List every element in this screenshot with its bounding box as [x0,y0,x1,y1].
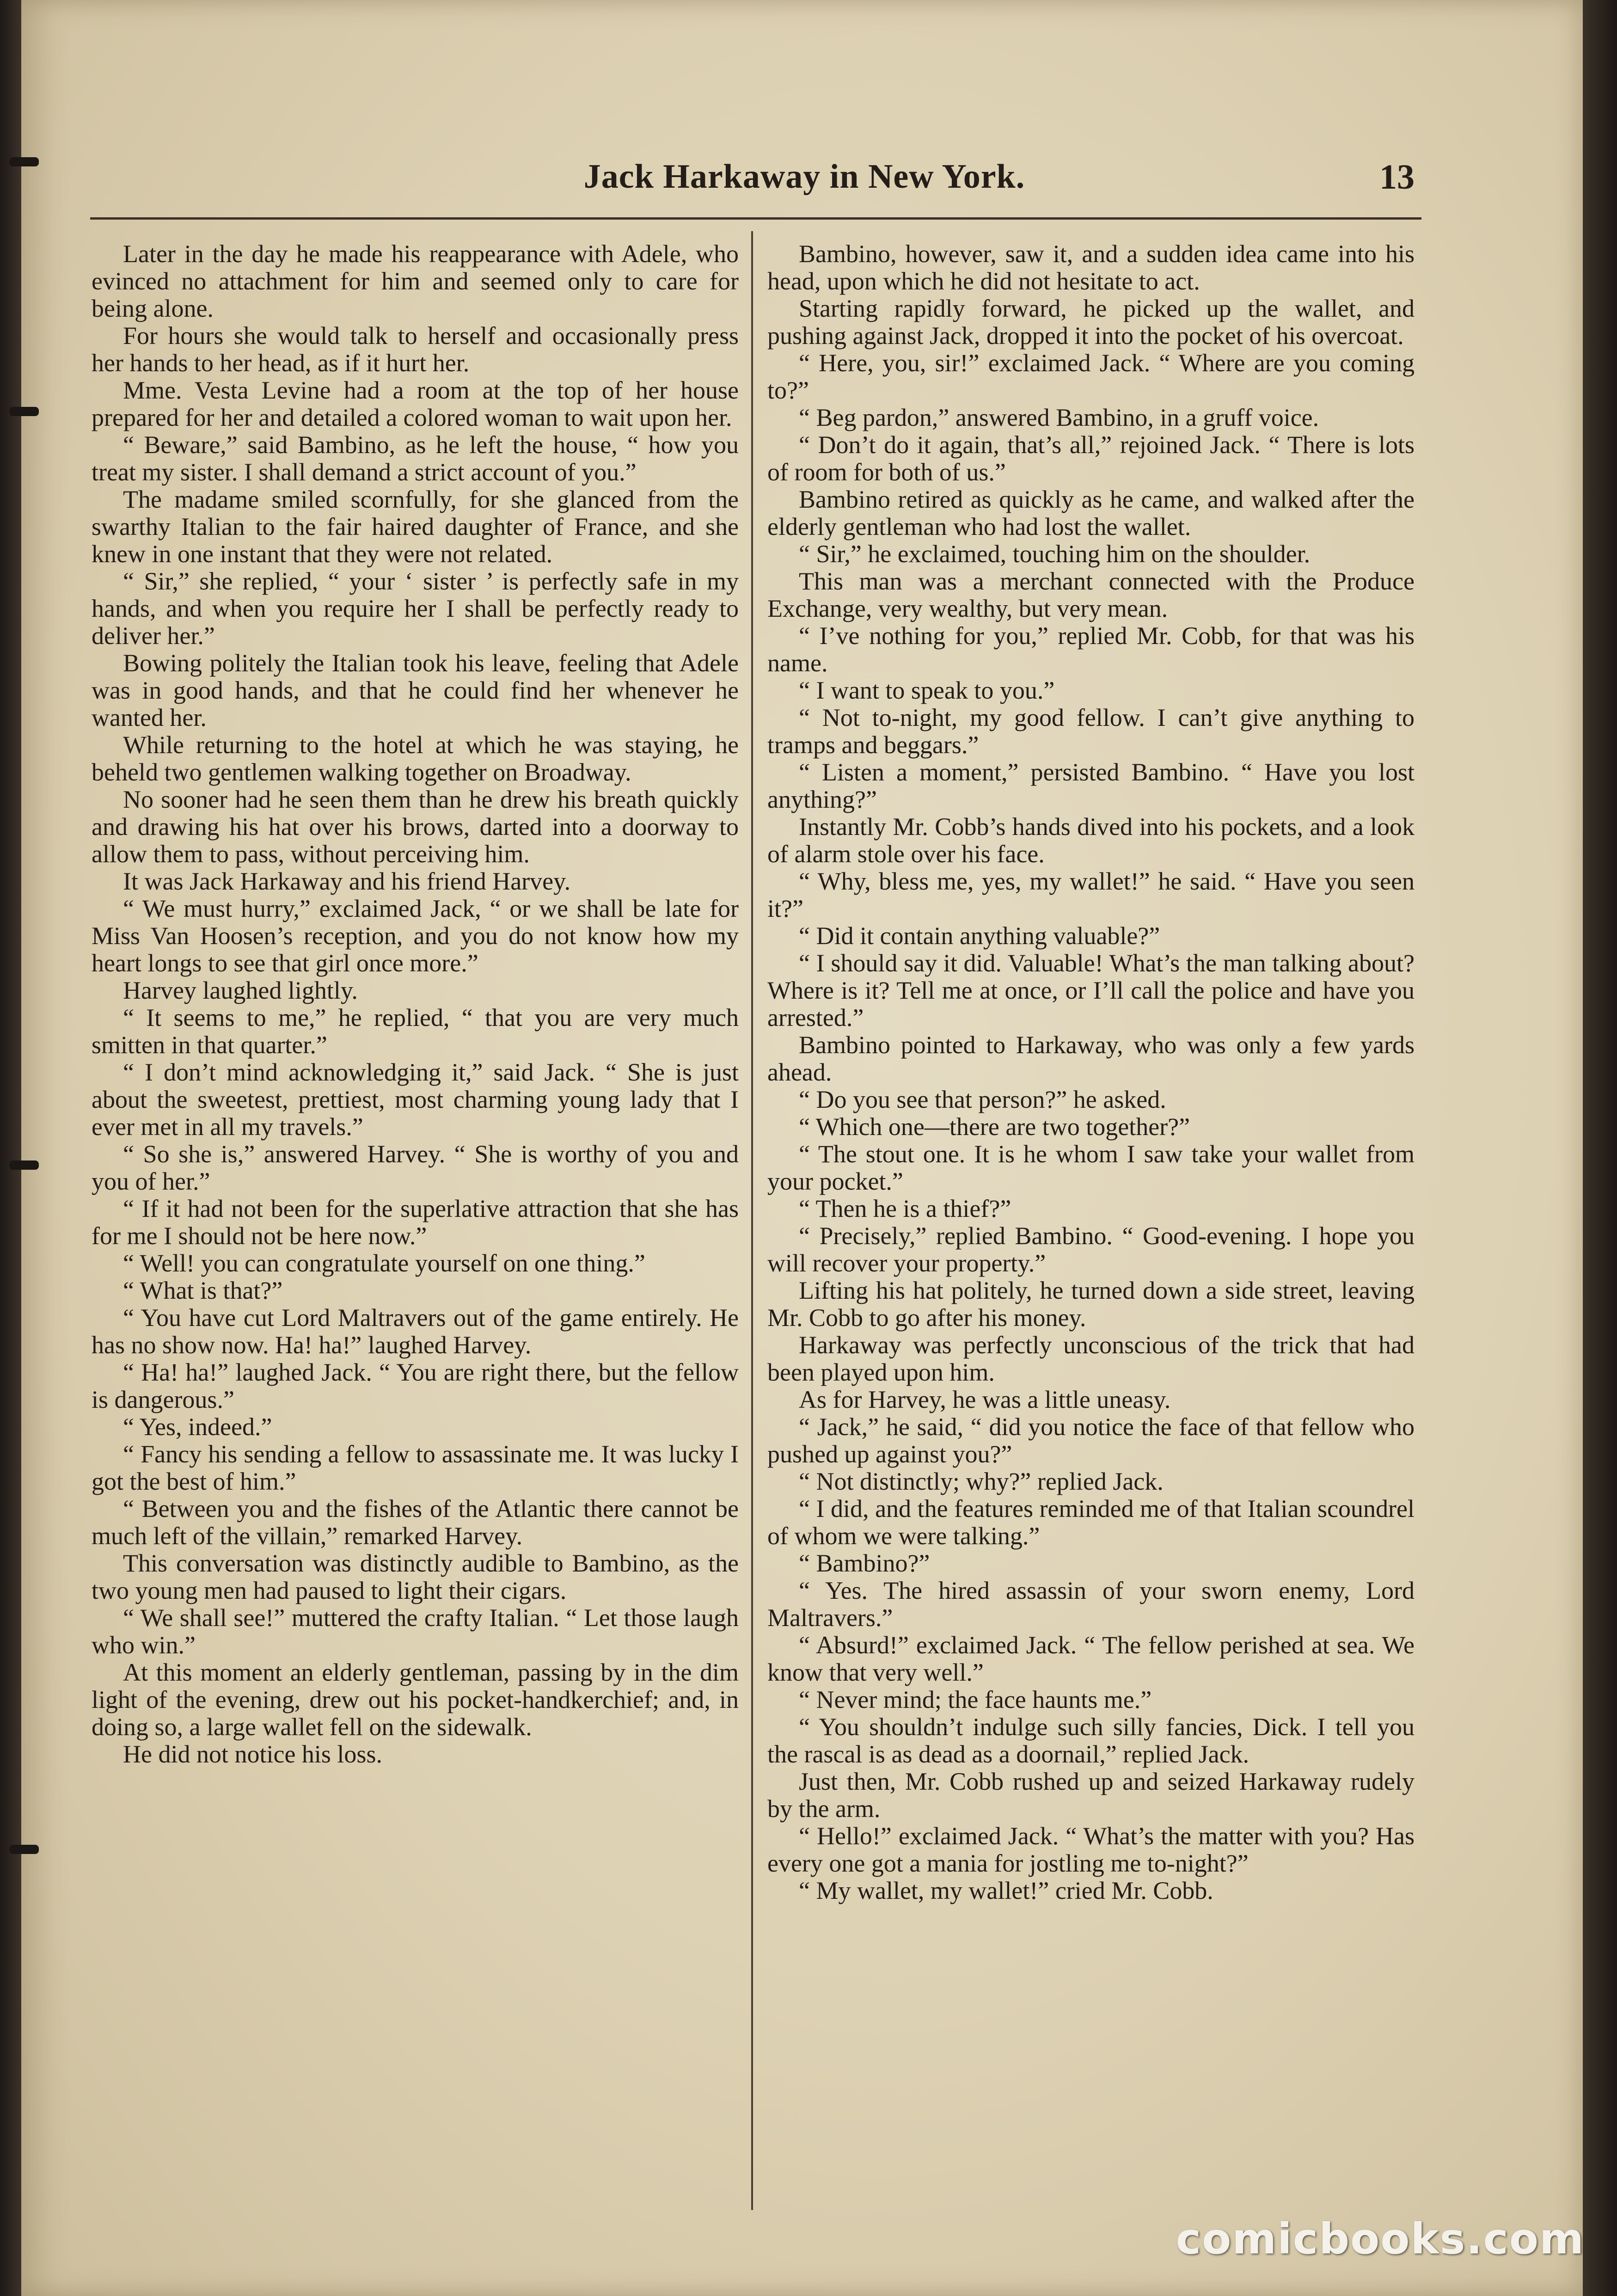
paragraph: “ What is that?” [123,1277,283,1304]
paragraph: He did not notice his loss. [123,1740,382,1768]
paragraph: “ Yes, indeed.” [123,1413,272,1441]
paragraph: Later in the day he made his reappearance with Adele, who evinced no attachment for him and seemed only to care for being alone. [92,240,739,322]
paragraph: This conversation was distinctly audible to Bambino, as the two young men had paused to light their cigars. [92,1549,739,1604]
paragraph: “ We shall see!” muttered the crafty Italian. “ Let those laugh who win.” [92,1604,739,1659]
page-header [83,157,1470,208]
paragraph: “ Between you and the fishes of the Atlantic there cannot be much left of the villain,” remarked Harvey. [92,1495,739,1550]
paragraph: “ Jack,” he said, “ did you notice the face of that fellow who pushed up against you?” [767,1413,1415,1468]
binding-staple [9,407,39,416]
column-divider [751,231,753,2210]
paragraph: “ It seems to me,” he replied, “ that you are very much smitten in that quarter.” [92,1004,739,1059]
paragraph: “ Yes. The hired assassin of your sworn enemy, Lord Maltravers.” [767,1577,1415,1632]
paragraph: “ I did, and the features reminded me of that Italian scoundrel of whom we were talking.” [767,1495,1415,1550]
paragraph: “ Did it contain anything valuable?” [799,922,1160,950]
paragraph: “ Sir,” he exclaimed, touching him on the shoulder. [799,540,1311,568]
paragraph: “ The stout one. It is he whom I saw take your wallet from your pocket.” [767,1140,1415,1195]
paragraph: “ Bambino?” [799,1549,930,1577]
watermark: comicbooks.com [1176,2214,1585,2264]
paragraph: “ My wallet, my wallet!” cried Mr. Cobb. [799,1877,1213,1904]
paragraph: Bowing politely the Italian took his leave, feeling that Adele was in good hands, and that he could find her whenever he wanted her. [92,649,739,731]
paragraph: Instantly Mr. Cobb’s hands dived into his pockets, and a look of alarm stole over his face. [767,813,1415,868]
paragraph: Mme. Vesta Levine had a room at the top of her house prepared for her and detailed a colored woman to wait upon her. [92,376,739,431]
paragraph: The madame smiled scornfully, for she glanced from the swarthy Italian to the fair haired daughter of France, and she knew in one instant that they were not related. [92,485,739,568]
paragraph: At this moment an elderly gentleman, passing by in the dim light of the evening, drew out his pocket-handkerchief; and, in doing so, a large wallet fell on the sidewalk. [92,1658,739,1741]
paragraph: Harvey laughed lightly. [123,976,358,1004]
paragraph: “ You shouldn’t indulge such silly fancies, Dick. I tell you the rascal is as dead as a doornail,” replied Jack. [767,1713,1415,1768]
paragraph: “ Absurd!” exclaimed Jack. “ The fellow perished at sea. We know that very well.” [767,1631,1415,1686]
header-rule [90,217,1421,220]
paragraph: “ I want to speak to you.” [799,676,1055,704]
paragraph: “ If it had not been for the superlative attraction that she has for me I should not be here now.” [92,1195,739,1250]
paragraph: Bambino, however, saw it, and a sudden idea came into his head, upon which he did not hesitate to act. [767,240,1415,295]
binding-staple [9,157,39,166]
text-column-left [92,240,739,1768]
paragraph: No sooner had he seen them than he drew his breath quickly and drawing his hat over his brows, darted into a doorway to allow them to pass, without perceiving him. [92,786,739,868]
paragraph: Bambino pointed to Harkaway, who was only a few yards ahead. [767,1031,1415,1086]
paragraph: “ So she is,” answered Harvey. “ She is worthy of you and you of her.” [92,1140,739,1195]
paragraph: “ Not distinctly; why?” replied Jack. [799,1467,1164,1495]
binding-staple [9,1160,39,1170]
paragraph: “ Sir,” she replied, “ your ‘ sister ’ is perfectly safe in my hands, and when you require her I shall be perfectly ready to deliver her.” [92,567,739,650]
paragraph: “ Hello!” exclaimed Jack. “ What’s the matter with you? Has every one got a mania for jostling me to-night?” [767,1822,1415,1877]
paragraph: “ Here, you, sir!” exclaimed Jack. “ Where are you coming to?” [767,349,1415,404]
paragraph: “ Not to-night, my good fellow. I can’t give anything to tramps and beggars.” [767,704,1415,759]
paragraph: For hours she would talk to herself and occasionally press her hands to her head, as if it hurt her. [92,322,739,377]
page-number: 13 [1379,158,1415,196]
paragraph: Lifting his hat politely, he turned down a side street, leaving Mr. Cobb to go after his money. [767,1277,1415,1332]
paragraph: It was Jack Harkaway and his friend Harvey. [123,867,571,895]
paragraph: “ Never mind; the face haunts me.” [799,1686,1152,1713]
paragraph: “ Listen a moment,” persisted Bambino. “ Have you lost anything?” [767,758,1415,813]
paragraph: “ Which one—there are two together?” [799,1113,1190,1141]
paragraph: “ Don’t do it again, that’s all,” rejoined Jack. “ There is lots of room for both of us.” [767,431,1415,486]
paragraph: “ Precisely,” replied Bambino. “ Good-evening. I hope you will recover your property.” [767,1222,1415,1277]
paragraph: Just then, Mr. Cobb rushed up and seized Harkaway rudely by the arm. [767,1768,1415,1823]
binding-staple [9,1845,39,1854]
paragraph: Starting rapidly forward, he picked up the wallet, and pushing against Jack, dropped it into the pocket of his overcoat. [767,295,1415,350]
text-column-right [767,240,1415,1904]
page-edge [1583,0,1617,2296]
paragraph: This man was a merchant connected with the Produce Exchange, very wealthy, but very mean. [767,567,1415,622]
paragraph: “ I don’t mind acknowledging it,” said Jack. “ She is just about the sweetest, prettiest, most charming young lady that I ever met in all my travels.” [92,1058,739,1141]
paragraph: “ Why, bless me, yes, my wallet!” he said. “ Have you seen it?” [767,867,1415,922]
paragraph: “ I’ve nothing for you,” replied Mr. Cobb, for that was his name. [767,622,1415,677]
paragraph: While returning to the hotel at which he was staying, he beheld two gentlemen walking together on Broadway. [92,731,739,786]
paragraph: As for Harvey, he was a little uneasy. [799,1386,1171,1413]
paragraph: Harkaway was perfectly unconscious of the trick that had been played upon him. [767,1331,1415,1386]
paragraph: “ You have cut Lord Maltravers out of the game entirely. He has no show now. Ha! ha!” laughed Harvey. [92,1304,739,1359]
paragraph: “ Beware,” said Bambino, as he left the house, “ how you treat my sister. I shall demand a strict account of you.” [92,431,739,486]
paragraph: “ Well! you can congratulate yourself on one thing.” [123,1249,645,1277]
paragraph: “ I should say it did. Valuable! What’s the man talking about? Where is it? Tell me at once, or I’ll call the police and have you arrested.” [767,949,1415,1031]
paragraph: “ Do you see that person?” he asked. [799,1086,1166,1113]
paragraph: “ Then he is a thief?” [799,1195,1011,1222]
paragraph: “ Beg pardon,” answered Bambino, in a gruff voice. [799,404,1319,431]
paragraph: Bambino retired as quickly as he came, and walked after the elderly gentleman who had lost the wallet. [767,485,1415,540]
paragraph: “ Fancy his sending a fellow to assassinate me. It was lucky I got the best of him.” [92,1440,739,1495]
page-binding [0,0,21,2296]
paragraph: “ We must hurry,” exclaimed Jack, “ or we shall be late for Miss Van Hoosen’s reception, and you do not know how my heart longs to see that girl once more.” [92,895,739,977]
paragraph: “ Ha! ha!” laughed Jack. “ You are right there, but the fellow is dangerous.” [92,1358,739,1413]
running-title: Jack Harkaway in New York. [583,158,1025,196]
